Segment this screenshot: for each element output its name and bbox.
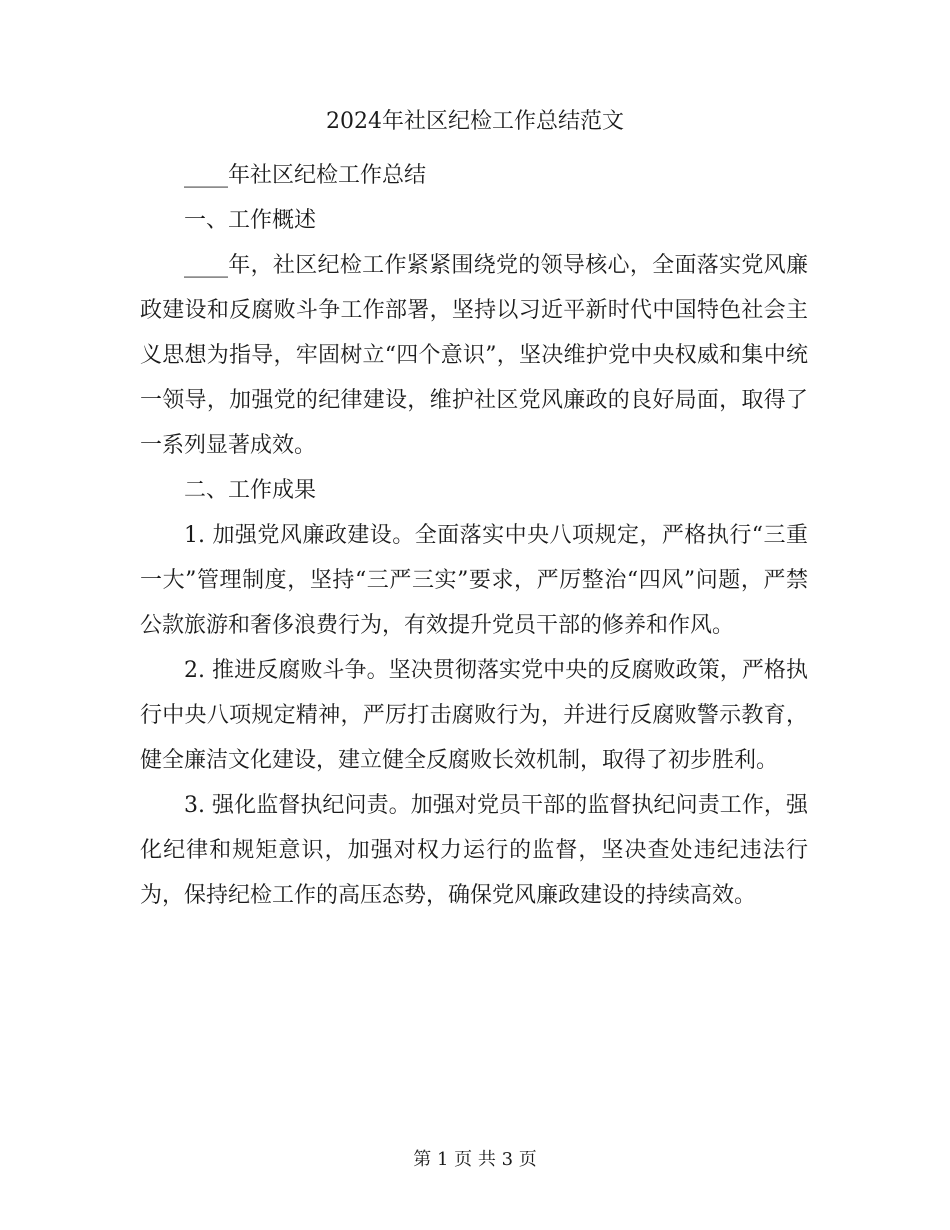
overview-paragraph: ____年，社区纪检工作紧紧围绕党的领导核心，全面落实党风廉政建设和反腐败斗争工作部署，坚持以习近平新时代中国特色社会主义思想为指导，牢固树立“四个意识”，坚决维护党中央权威和集中统一领导，加强党的纪律建设，维护社区党风廉政的良好局面，取得了一系列显著成效。 bbox=[140, 253, 808, 458]
result-item-3: 3. 强化监督执纪问责。加强对党员干部的监督执纪问责工作，强化纪律和规矩意识，加强对权力运行的监督，坚决查处违纪违法行为，保持纪检工作的高压态势，确保党风廉政建设的持续高效。 bbox=[140, 793, 808, 908]
document-title: 2024年社区纪检工作总结范文 bbox=[326, 109, 624, 134]
section-heading-results: 二、工作成果 bbox=[184, 478, 317, 503]
subtitle-paragraph: ____年社区纪检工作总结 bbox=[184, 163, 427, 188]
result-item-2: 2. 推进反腐败斗争。坚决贯彻落实党中央的反腐败政策，严格执行中央八项规定精神，严厉打击腐败行为，并进行反腐败警示教育，健全廉洁文化建设，建立健全反腐败长效机制，取得了初步胜利。 bbox=[140, 658, 808, 773]
document-body bbox=[140, 153, 808, 918]
page-number-footer: 第 1 页 共 3 页 bbox=[413, 1149, 537, 1170]
result-item-1: 1. 加强党风廉政建设。全面落实中央八项规定，严格执行“三重一大”管理制度，坚持“三严三实”要求，严厉整治“四风”问题，严禁公款旅游和奢侈浪费行为，有效提升党员干部的修养和作风。 bbox=[140, 523, 808, 638]
section-heading-overview: 一、工作概述 bbox=[184, 208, 317, 233]
